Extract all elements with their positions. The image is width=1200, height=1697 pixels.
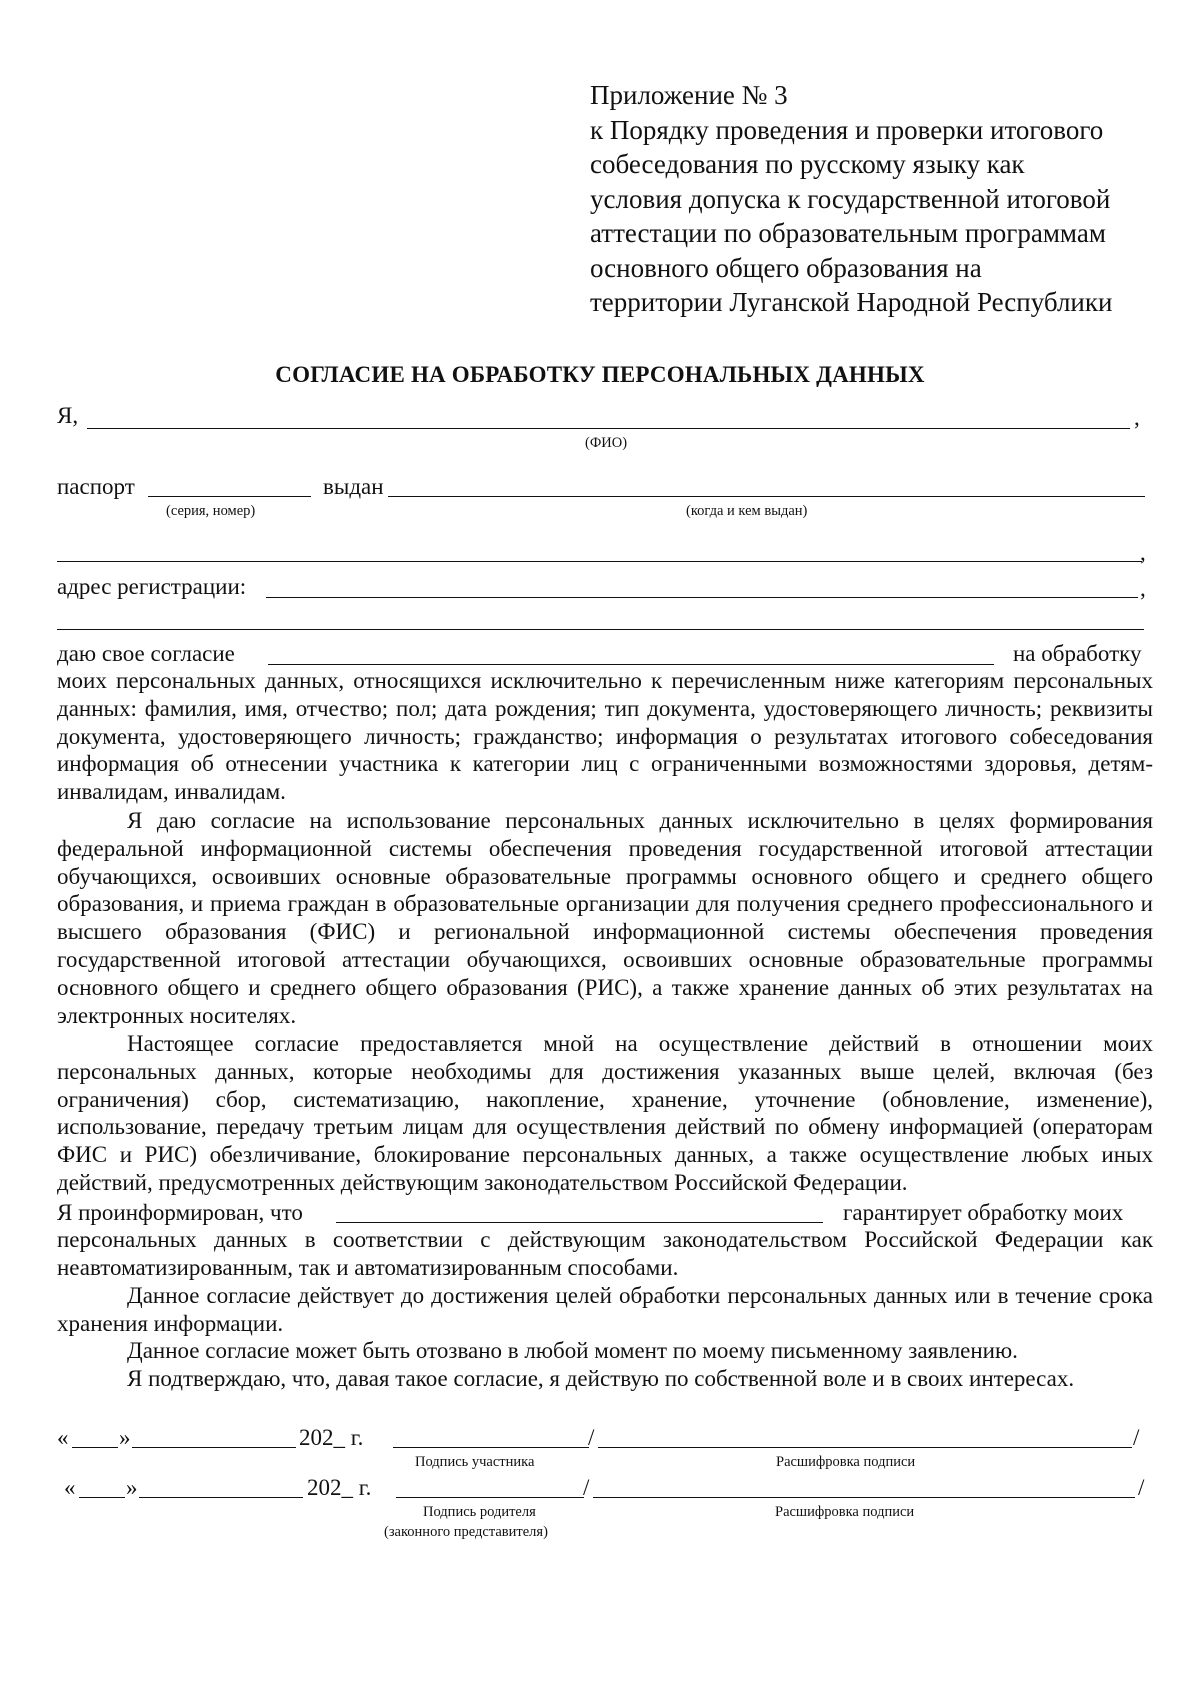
parent-signature-field[interactable] (396, 1497, 584, 1498)
parent-sign-hint: Подпись родителя (423, 1504, 536, 1520)
paragraph-text: Данное согласие действует до достижения целей обработки персональных данных или в течение срока хранения информации. (57, 1283, 1153, 1336)
paragraph-informed (57, 1226, 1153, 1282)
paragraph-text: моих персональных данных, относящихся исключительно к перечисленным ниже категориям персональных данных: фамилия, имя, отчество; пол; дата рождения; тип документа, удостоверяющего личность; реквизиты документа, удостоверяющего личность; гражданство; информация о результатах итогового собеседования информация об отнесении участника к категории лиц с ограниченными возможностями здоровья, детям-инвалидам, инвалидам. (57, 668, 1153, 805)
date-day-field[interactable] (79, 1497, 125, 1498)
paragraph-revocation (57, 1337, 1153, 1365)
paragraph-actions (57, 1030, 1153, 1197)
appendix-line: условия допуска к государственной итоговой (590, 183, 1111, 214)
issued-comma: , (1140, 540, 1146, 565)
ya-label: Я, (57, 403, 79, 428)
decoding-hint: Расшифровка подписи (776, 1454, 916, 1470)
paragraph-categories (57, 667, 1153, 806)
parent-sign-hint-guardian: (законного представителя) (384, 1524, 548, 1540)
informed-suffix: гарантирует обработку моих (843, 1200, 1124, 1225)
address-label: адрес регистрации: (57, 574, 247, 599)
appendix-line: основного общего образования на (590, 252, 982, 283)
appendix-line: аттестации по образовательным программам (590, 218, 1106, 248)
participant-sign-hint: Подпись участника (415, 1454, 535, 1470)
appendix-line: Приложение № 3 (590, 80, 788, 110)
consent-suffix: на обработку (1013, 641, 1142, 666)
paragraph-confirmation (57, 1365, 1153, 1393)
appendix-line: собеседования по русскому языку как (590, 149, 1025, 179)
parent-decoding-field[interactable] (593, 1497, 1135, 1498)
operator-field[interactable] (336, 1222, 823, 1223)
consent-subject-field[interactable] (268, 664, 994, 665)
date-day-field[interactable] (72, 1447, 118, 1448)
paragraph-purpose (57, 807, 1153, 1029)
appendix-line: территории Луганской Народной Республики (590, 287, 1113, 317)
issued-label: выдан (323, 474, 384, 499)
appendix-header (590, 78, 1170, 320)
paragraph-text: Настоящее согласие предоставляется мной на осуществление действий в отношении моих персональных данных, которые необходимы для достижения указанных выше целей, включая (без ограничения) сбор, систематизацию, накопление, хранение, уточнение (обновление, изменение), использование, передачу третьим лицам для осуществления действий по обмену информацией (операторам ФИС и РИС) обезличивание, блокирование персональных данных, а также осуществление любых иных действий, предусмотренных действующим законодательством Российской Федерации. (57, 1031, 1153, 1195)
slash: / (583, 1475, 590, 1500)
slash: / (1133, 1425, 1140, 1450)
address-field[interactable] (266, 597, 1138, 598)
paragraph-validity (57, 1282, 1153, 1338)
passport-label: паспорт (57, 474, 135, 499)
passport-number-field[interactable] (148, 496, 311, 497)
fio-field[interactable] (87, 428, 1130, 429)
date-month-field[interactable] (139, 1497, 303, 1498)
passport-issued-field[interactable] (388, 496, 1145, 497)
issued-hint: (когда и кем выдан) (686, 503, 808, 519)
date-year-label: 202_ г. (307, 1475, 372, 1500)
issued-continuation-field[interactable] (57, 561, 1142, 562)
paragraph-text: Я подтверждаю, что, давая такое согласие, я действую по собственной воле и в своих интересах. (127, 1366, 1075, 1391)
date-quote-open: « (64, 1475, 76, 1500)
paragraph-text: Я даю согласие на использование персональных данных исключительно в целях формирования федеральной информационной системы обеспечения проведения государственной итоговой аттестации обучающихся, освоивших основные образовательные программы основного общего и среднего общего образования, и приема граждан в образовательные организации для получения среднего профессионального и высшего образования (ФИС) и региональной информационной системы обеспечения проведения государственной итоговой аттестации обучающихся, освоивших основные образовательные программы основного общего и среднего общего образования (РИС), а также хранение данных об этих результатах на электронных носителях. (57, 808, 1153, 1028)
consent-prefix: даю свое согласие (57, 641, 235, 666)
series-number-hint: (серия, номер) (166, 503, 256, 519)
date-year-label: 202_ г. (299, 1425, 364, 1450)
participant-decoding-field[interactable] (598, 1447, 1132, 1448)
address-continuation-field[interactable] (57, 629, 1144, 630)
fio-comma: , (1134, 405, 1140, 430)
paragraph-text: персональных данных в соответствии с действующим законодательством Российской Федерации как неавтоматизированным, так и автоматизированным способами. (57, 1227, 1153, 1280)
decoding-hint: Расшифровка подписи (775, 1504, 915, 1520)
address-comma: , (1140, 576, 1146, 601)
date-quote-close: » (126, 1475, 138, 1500)
informed-prefix: Я проинформирован, что (57, 1200, 303, 1225)
fio-hint: (ФИО) (585, 435, 628, 451)
appendix-line: к Порядку проведения и проверки итогового (590, 114, 1104, 145)
participant-signature-field[interactable] (393, 1447, 589, 1448)
date-quote-close: » (119, 1425, 131, 1450)
date-month-field[interactable] (132, 1447, 296, 1448)
slash: / (588, 1425, 595, 1450)
paragraph-text: Данное согласие может быть отозвано в любой момент по моему письменному заявлению. (127, 1338, 1018, 1363)
slash: / (1138, 1475, 1145, 1500)
document-title: СОГЛАСИЕ НА ОБРАБОТКУ ПЕРСОНАЛЬНЫХ ДАННЫХ (275, 362, 925, 387)
date-quote-open: « (57, 1425, 69, 1450)
